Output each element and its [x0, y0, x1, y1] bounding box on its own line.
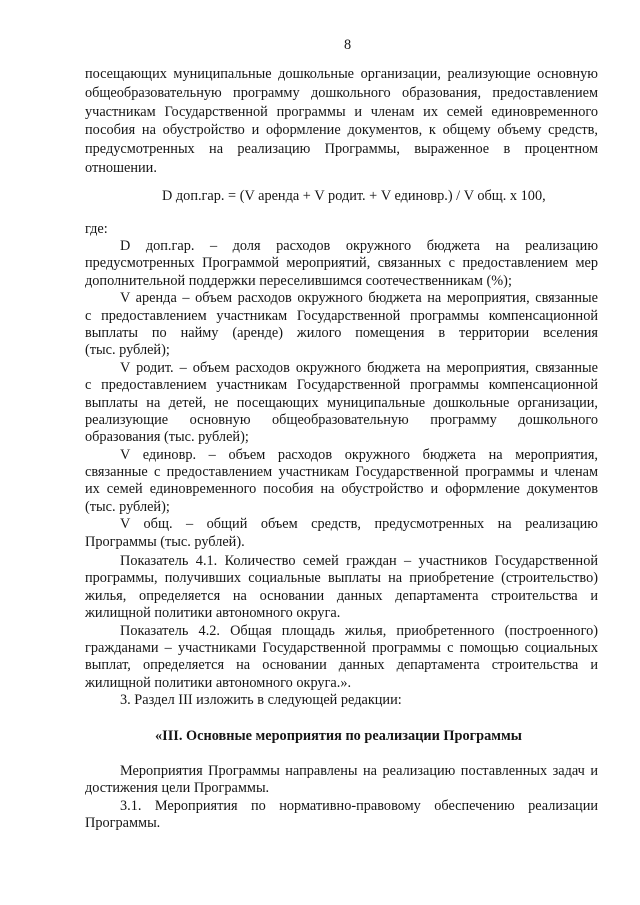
definition-line: V единовр. – объем расходов окружного бюджета на мероприятия, [120, 446, 598, 463]
section-line: 3.1. Мероприятия по нормативно-правовому обеспечению реализации [120, 797, 598, 814]
indicator-line: жилищной политики автономного округа.». [85, 674, 352, 691]
definition-line: D доп.гар. – доля расходов окружного бюджета на реализацию [120, 238, 598, 254]
section-line: Мероприятия Программы направлены на реализацию поставленных задач и [120, 763, 598, 779]
definition-v-obshch [85, 516, 598, 551]
definition-v-rodit [85, 360, 598, 447]
definition-line: связанные с предоставлением участникам Государственной программы и членам [85, 464, 598, 481]
definition-line: выплаты по найму (аренде) жилого помещения в территории вселения [85, 324, 598, 341]
intro-line: предусмотренных на реализацию Программы, выраженное в процентном [85, 141, 598, 158]
definition-line: V родит. – объем расходов окружного бюджета на мероприятия, связанные [120, 359, 598, 376]
definition-line: Программы (тыс. рублей). [85, 533, 245, 550]
page-number: 8 [344, 37, 352, 53]
intro-line: посещающих муниципальные дошкольные организации, реализующие основную [85, 66, 598, 82]
definition-line: с предоставлением участникам Государственной программы компенсационной [85, 377, 598, 394]
indicator-line: выплат, определяется на основании данных департамента строительства и [85, 657, 598, 674]
where-label: где: [85, 221, 108, 237]
definition-line: их семей единовременного пособия на обустройство и оформление документов [85, 481, 598, 498]
definition-line: V аренда – объем расходов окружного бюджета на мероприятия, связанные [120, 290, 598, 307]
section-body [85, 763, 598, 833]
intro-line: общеобразовательную программу дошкольного образования, предоставлением [85, 84, 598, 101]
intro-line: отношении. [85, 159, 157, 176]
definition-line: реализующие основную общеобразовательную программу дошкольного [85, 411, 598, 428]
indicator-line: Показатель 4.2. Общая площадь жилья, приобретенного (построенного) [120, 622, 598, 639]
section-paragraph [85, 763, 598, 798]
indicators-block [85, 553, 598, 710]
definition-line: (тыс. рублей); [85, 498, 170, 515]
definition-d-dop-gar [85, 238, 598, 290]
definition-line: дополнительной поддержки переселившимся соотечественникам (%); [85, 272, 512, 289]
intro-line: участникам Государственной программы и членам их семей единовременного [85, 103, 598, 120]
definition-line: выплаты на детей, не посещающих муниципальные дошкольные организации, [85, 394, 598, 411]
section-line: Программы. [85, 815, 161, 832]
intro-paragraph [85, 65, 598, 178]
definition-line: образования (тыс. рублей); [85, 429, 249, 446]
indicator-line: гражданами – участниками Государственной программы с помощью социальных [85, 639, 598, 656]
definition-line: предусмотренных Программой мероприятий, связанных с предоставлением мер [85, 255, 598, 272]
instruction-paragraph: 3. Раздел III изложить в следующей редакции: [120, 692, 402, 709]
definitions-list [85, 238, 598, 551]
indicator-4-1-paragraph [85, 553, 598, 623]
indicator-line: жилья, определяется на основании данных департамента строительства и [85, 587, 598, 604]
definition-line: V общ. – общий объем средств, предусмотренных на реализацию [120, 516, 598, 533]
intro-line: пособия на обустройство и оформление документов, к общему объему средств, [85, 122, 598, 139]
indicator-line: жилищной политики автономного округа. [85, 605, 341, 622]
section-heading: «III. Основные мероприятия по реализации Программы [155, 728, 522, 744]
indicator-line: программы, получивших социальные выплаты на приобретение (строительство) [85, 570, 598, 587]
section-line: достижения цели Программы. [85, 780, 270, 797]
section-paragraph [85, 798, 598, 833]
definition-v-arenda [85, 290, 598, 360]
indicator-line: Показатель 4.1. Количество семей граждан – участников Государственной [120, 553, 598, 569]
formula: D доп.гар. = (V аренда + V родит. + V единовр.) / V общ. х 100, [162, 188, 546, 204]
definition-line: с предоставлением участникам Государственной программы компенсационной [85, 307, 598, 324]
definition-line: (тыс. рублей); [85, 342, 170, 359]
indicator-4-2-paragraph [85, 623, 598, 693]
definition-v-edinovr [85, 447, 598, 517]
